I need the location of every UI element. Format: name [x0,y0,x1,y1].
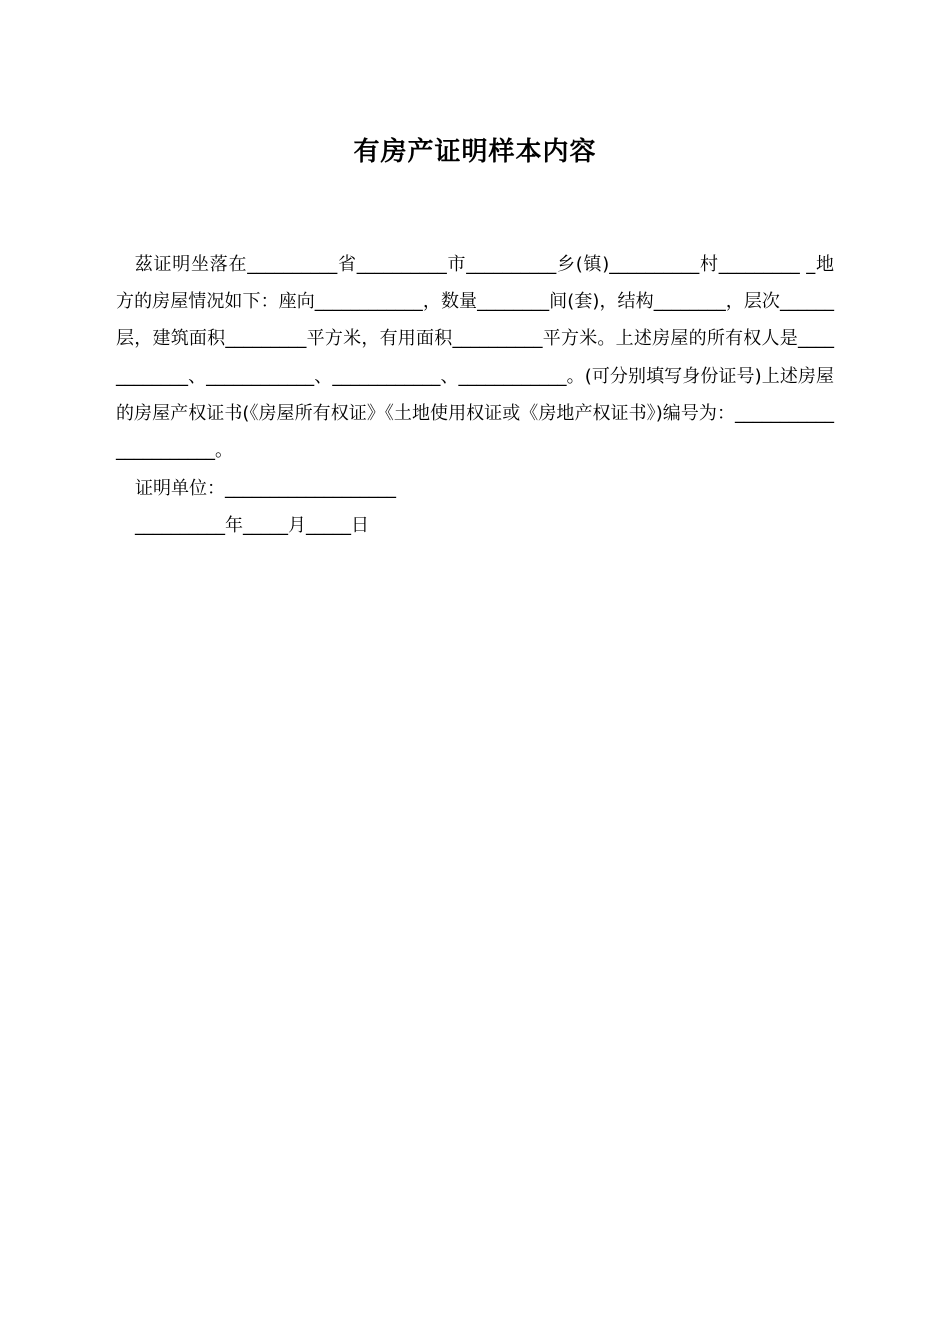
document-title: 有房产证明样本内容 [353,137,597,167]
date-line: __________年_____月_____日 [135,515,369,536]
certificate-paragraph: 茲证明坐落在__________省__________市__________乡(镇)__________村_________ _地方的房屋情况如下：座向____________，数量________间(套)，结构________，层次______层，建筑面积_________平方米，有用面积__________平方米。上述房屋的所有权人是____________、____________、____________、____________。(可分别填写身份证号)上述房屋的房屋产权证书(《房屋所有权证》《土地使用权证或《房地产权证书》)编号为：______________________。 [116,254,834,462]
certifying-unit-line: 证明单位：___________________ [135,478,396,499]
